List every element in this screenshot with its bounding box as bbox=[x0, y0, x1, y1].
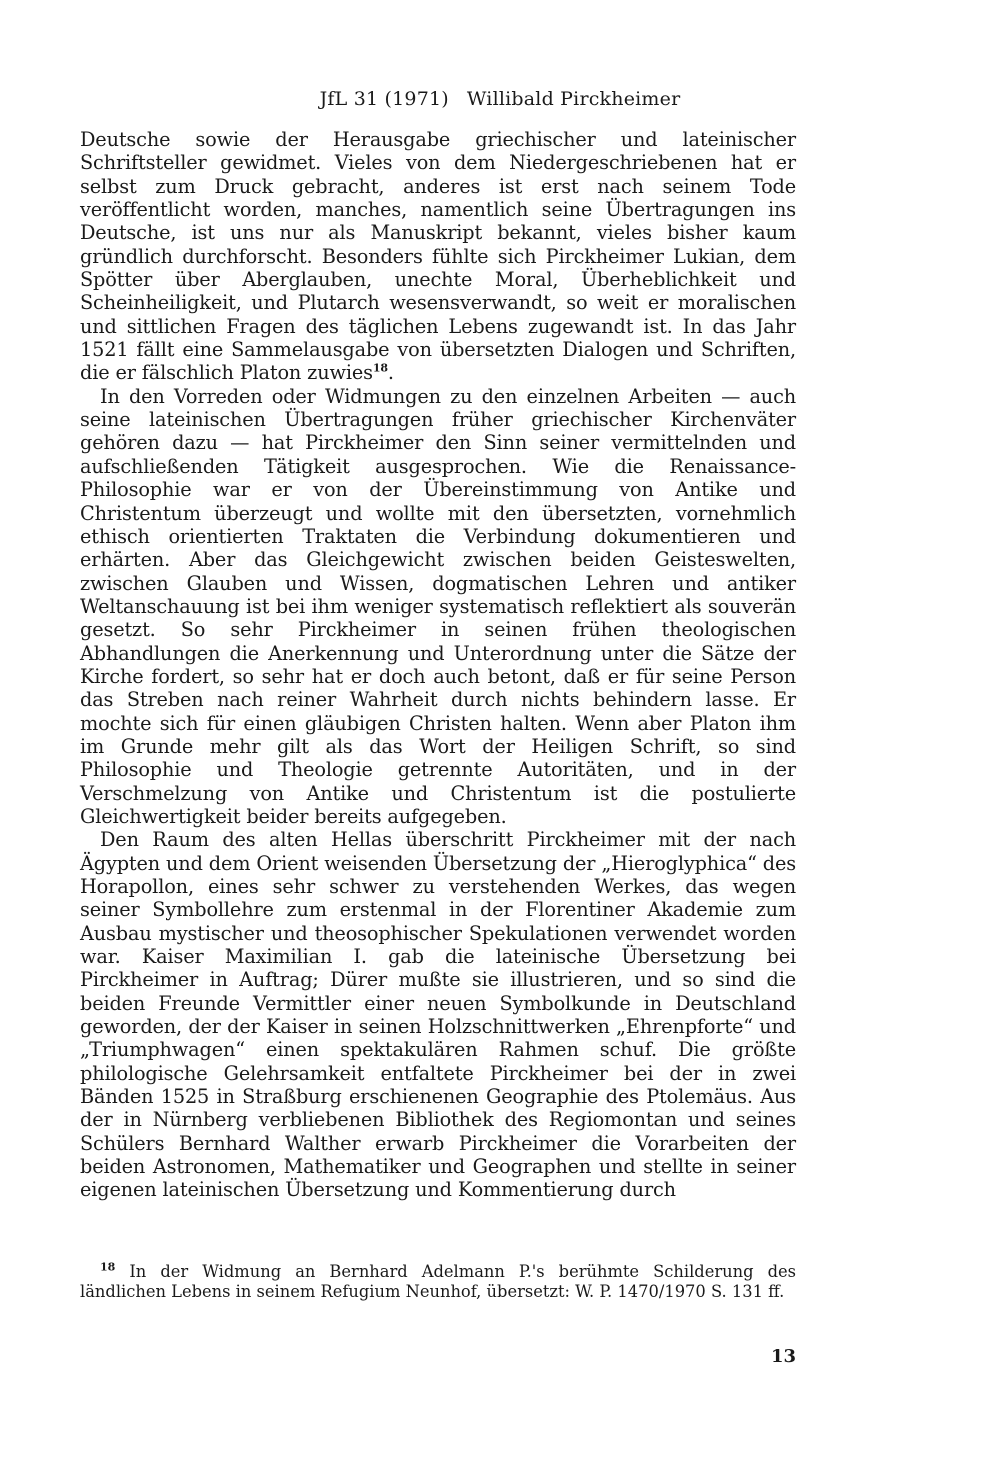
journal-reference: JfL 31 (1971) bbox=[319, 88, 449, 110]
paragraph-end: . bbox=[387, 361, 394, 385]
paragraph bbox=[80, 828, 796, 1202]
footnote-text: In der Widmung an Bernhard Adelmann P.'s berühmte Schilderung des ländlichen Lebens in seinem Refugium Neunhof, übersetzt: W. P. 1470/1970 S. 131 ff. bbox=[80, 1262, 796, 1301]
paragraph-text: In den Vorreden oder Widmungen zu den einzelnen Arbeiten — auch seine lateinischen Übertragungen früher griechischer Kirchenväter gehören dazu — hat Pirckheimer den Sinn seiner vermittelnden und aufschließenden Tätigkeit ausgesprochen. Wie die Renaissance-Philosophie war er von der Übereinstimmung von Antike und Christentum überzeugt und wollte mit den übersetzten, vornehmlich ethisch orientierten Traktaten die Verbindung dokumentieren und erhärten. Aber das Gleichgewicht zwischen beiden Geisteswelten, zwischen Glauben und Wissen, dogmatischen Lehren und antiker Weltanschauung ist bei ihm weniger systematisch reflektiert als souverän gesetzt. So sehr Pirckheimer in seinen frühen theologischen Abhandlungen die Anerkennung und Unterordnung unter die Sätze der Kirche fordert, so sehr hat er doch auch betont, daß er für seine Person das Streben nach reiner Wahrheit durch nichts behindern lasse. Er mochte sich für einen gläubigen Christen halten. Wenn aber Platon ihm im Grunde mehr gilt als das Wort der Heiligen Schrift, so sind Philosophie und Theologie getrennte Autoritäten, und in der Verschmelzung von Antike und Christentum ist die postulierte Gleichwertigkeit beider bereits aufgegeben. bbox=[80, 384, 796, 828]
footnote-reference: 18 bbox=[372, 362, 388, 376]
paragraph-text: Den Raum des alten Hellas überschritt Pirckheimer mit der nach Ägypten und dem Orient weisenden Übersetzung der „Hieroglyphica“ des Horapollon, eines sehr schwer zu verstehenden Werkes, das wegen seiner Symbollehre zum erstenmal in der Florentiner Akademie zum Ausbau mystischer und theosophischer Spekulationen verwendet worden war. Kaiser Maximilian I. gab die lateinische Übersetzung bei Pirckheimer in Auftrag; Dürer mußte sie illustrieren, und so sind die beiden Freunde Vermittler einer neuen Symbolkunde in Deutschland geworden, der der Kaiser in seinen Holzschnittwerken „Ehrenpforte“ und „Triumphwagen“ einen spektakulären Rahmen schuf. Die größte philologische Gelehrsamkeit entfaltete Pirckheimer bei der in zwei Bänden 1525 in Straßburg erschienenen Geographie des Ptolemäus. Aus der in Nürnberg verbliebenen Bibliothek des Regiomontan und seines Schülers Bernhard Walther erwarb Pirckheimer die Vorarbeiten der beiden Astronomen, Mathematiker und Geographen und stellte in seiner eigenen lateinischen Übersetzung und Kommentierung durch bbox=[80, 828, 796, 1202]
footnote bbox=[80, 1262, 796, 1302]
running-title: Willibald Pirckheimer bbox=[466, 88, 681, 110]
paragraph-text: Deutsche sowie der Herausgabe griechischer und lateinischer Schriftsteller gewidmet. Vieles von dem Niedergeschriebenen hat er selbst zum Druck gebracht, anderes ist erst nach seinem Tode veröffentlicht worden, manches, namentlich seine Übertragungen ins Deutsche, ist uns nur als Manuskript bekannt, vieles bisher kaum gründlich durchforscht. Besonders fühlte sich Pirckheimer Lukian, dem Spötter über Aberglauben, unechte Moral, Überheblichkeit und Scheinheiligkeit, und Plutarch wesensverwandt, so weit er moralischen und sittlichen Fragen des täglichen Lebens zugewandt ist. In das Jahr 1521 fällt eine Sammelausgabe von übersetzten Dialogen und Schriften, die er fälschlich Platon zuwies bbox=[80, 128, 796, 385]
page-number: 13 bbox=[770, 1346, 796, 1367]
footnote-number: 18 bbox=[100, 1260, 116, 1274]
running-head bbox=[0, 88, 1000, 110]
paragraph bbox=[80, 385, 796, 829]
footnote-paragraph bbox=[80, 1262, 796, 1302]
body-text bbox=[80, 128, 796, 1202]
paragraph bbox=[80, 128, 796, 385]
